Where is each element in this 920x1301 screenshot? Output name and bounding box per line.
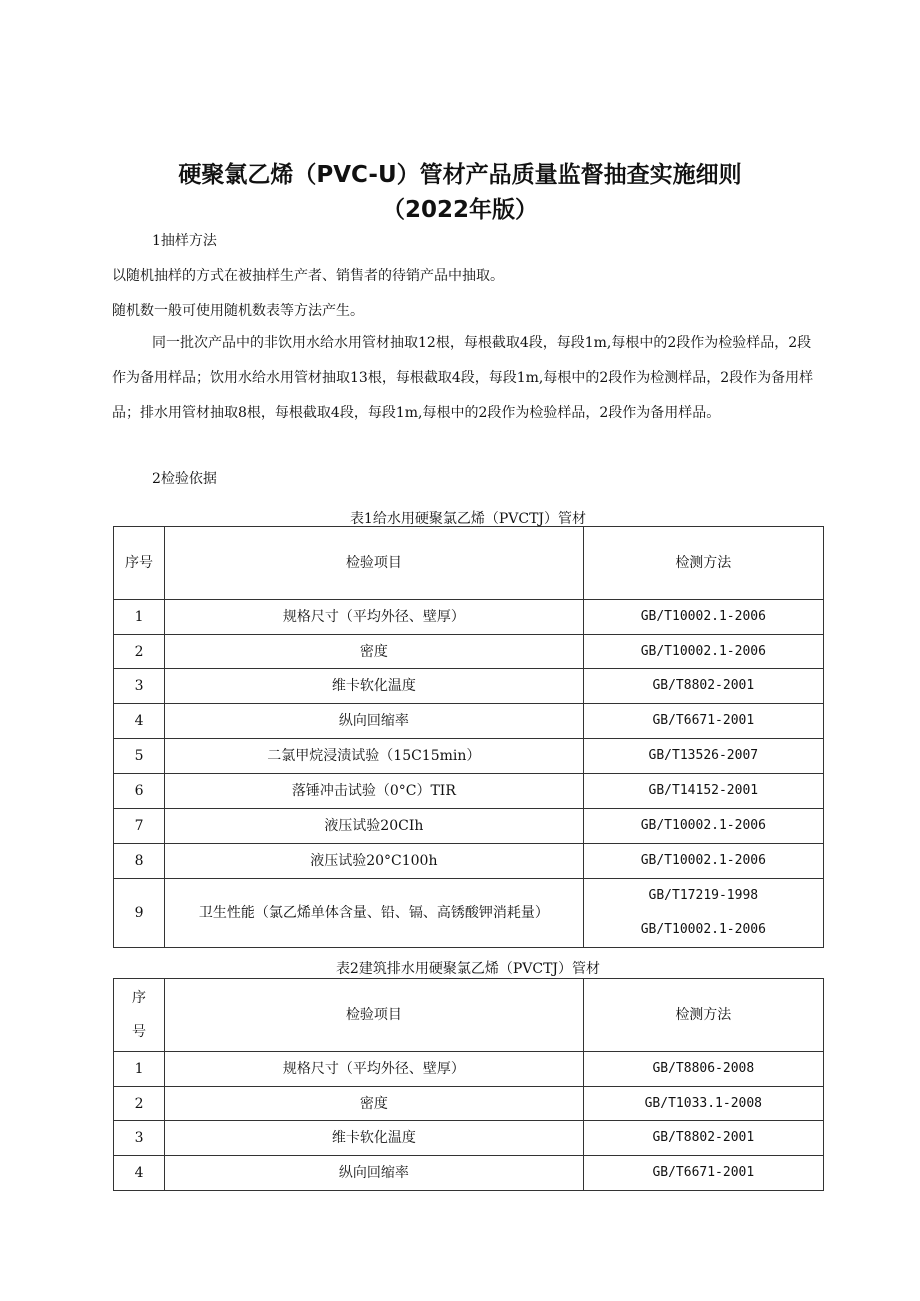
table-2 xyxy=(113,978,824,1191)
inspection-item: 规格尺寸（平均外径、壁厚） xyxy=(165,1052,584,1087)
table-row xyxy=(114,1121,824,1156)
test-method-standard: GB/T10002.1-2006 xyxy=(640,853,766,868)
table-2-header-no-line1: 序 xyxy=(132,990,147,1006)
test-method-standard: GB/T8802-2001 xyxy=(652,678,755,693)
inspection-item: 卫生性能（氯乙烯单体含量、铅、镉、高锈酸钾消耗量） xyxy=(165,879,584,948)
table-row xyxy=(114,635,824,669)
table-row xyxy=(114,1052,824,1087)
test-method xyxy=(583,635,823,669)
inspection-item: 落锤冲击试验（0°C）TIR xyxy=(165,774,584,809)
test-method xyxy=(583,774,823,809)
test-method-standard: GB/T10002.1-2006 xyxy=(640,922,766,937)
inspection-item: 维卡软化温度 xyxy=(165,669,584,704)
table-2-header-row xyxy=(114,979,824,1052)
test-method-standard: GB/T6671-2001 xyxy=(652,713,755,728)
test-method xyxy=(583,739,823,774)
row-number: 2 xyxy=(114,635,165,669)
test-method xyxy=(583,600,823,635)
inspection-item: 二氯甲烷浸渍试验（15C15min） xyxy=(165,739,584,774)
section-1-paragraph-1: 以随机抽样的方式在被抽样生产者、销售者的待销产品中抽取。 xyxy=(112,268,504,284)
test-method-standard: GB/T10002.1-2006 xyxy=(640,643,766,659)
table-row xyxy=(114,809,824,844)
row-number: 5 xyxy=(114,739,165,774)
document-edition: （2022年版） xyxy=(381,197,538,223)
table-row xyxy=(114,879,824,948)
table-row xyxy=(114,774,824,809)
row-number: 8 xyxy=(114,844,165,879)
test-method-standard: GB/T10002.1-2006 xyxy=(640,818,766,833)
row-number: 7 xyxy=(114,809,165,844)
table-2-header-item: 检验项目 xyxy=(165,979,584,1052)
row-number: 4 xyxy=(114,1156,165,1191)
inspection-item: 液压试验20°C100h xyxy=(165,844,584,879)
table-row xyxy=(114,1087,824,1121)
row-number: 1 xyxy=(114,1052,165,1087)
table-row xyxy=(114,704,824,739)
test-method xyxy=(583,809,823,844)
inspection-item: 液压试验20CIh xyxy=(165,809,584,844)
table-1 xyxy=(113,526,824,948)
test-method: GB/T8802-2001 xyxy=(583,1121,823,1156)
test-method xyxy=(583,879,823,948)
inspection-item: 纵向回缩率 xyxy=(165,704,584,739)
table-1-header-method: 检测方法 xyxy=(583,527,823,600)
test-method xyxy=(583,844,823,879)
row-number: 9 xyxy=(114,879,165,948)
inspection-item: 维卡软化温度 xyxy=(165,1121,584,1156)
test-method-standard: GB/T13526-2007 xyxy=(648,748,759,763)
section-1-paragraph-3: 同一批次产品中的非饮用水给水用管材抽取12根，每根截取4段，每段1m,每根中的2段作为检验样品，2段作为备用样品；饮用水给水用管材抽取13根，每根截取4段，每段1m,每根中的2段作为检测样品，2段作为备用样品；排水用管材抽取8根，每根截取4段，每段1m,每根中的2段作为检验样品，2段作为备用样品。 xyxy=(112,335,814,421)
table-1-header-item: 检验项目 xyxy=(165,527,584,600)
row-number: 2 xyxy=(114,1087,165,1121)
test-method-standard: GB/T10002.1-2006 xyxy=(640,609,766,624)
table-row xyxy=(114,739,824,774)
document-title: 硬聚氯乙烯（PVC-U）管材产品质量监督抽查实施细则 xyxy=(178,162,742,188)
table-2-header-no-line2: 号 xyxy=(132,1024,147,1040)
table-1-header-row xyxy=(114,527,824,600)
row-number: 6 xyxy=(114,774,165,809)
table-row xyxy=(114,1156,824,1191)
row-number: 4 xyxy=(114,704,165,739)
table-row xyxy=(114,844,824,879)
row-number: 3 xyxy=(114,669,165,704)
table-2-caption: 表2建筑排水用硬聚氯乙烯（PVCTJ）管材 xyxy=(335,961,601,977)
inspection-item: 纵向回缩率 xyxy=(165,1156,584,1191)
section-1-heading: 1抽样方法 xyxy=(152,233,217,249)
table-1-header-no: 序号 xyxy=(114,527,165,600)
inspection-item: 密度 xyxy=(165,635,584,669)
row-number: 1 xyxy=(114,600,165,635)
section-1-paragraph-2: 随机数一般可使用随机数表等方法产生。 xyxy=(112,303,364,319)
test-method-standard: GB/T17219-1998 xyxy=(648,888,759,903)
test-method-standard: GB/T14152-2001 xyxy=(648,783,759,798)
table-2-header-method: 检测方法 xyxy=(583,979,823,1052)
table-row xyxy=(114,669,824,704)
table-1-caption: 表1给水用硬聚氯乙烯（PVCTJ）管材 xyxy=(349,511,587,527)
inspection-item: 规格尺寸（平均外径、壁厚） xyxy=(165,600,584,635)
table-2-header-no xyxy=(114,979,165,1052)
test-method: GB/T8806-2008 xyxy=(583,1052,823,1087)
test-method: GB/T6671-2001 xyxy=(583,1156,823,1191)
test-method: GB/T1033.1-2008 xyxy=(583,1087,823,1121)
test-method xyxy=(583,669,823,704)
section-2-heading: 2检验依据 xyxy=(152,471,217,487)
row-number: 3 xyxy=(114,1121,165,1156)
inspection-item: 密度 xyxy=(165,1087,584,1121)
test-method xyxy=(583,704,823,739)
table-row xyxy=(114,600,824,635)
